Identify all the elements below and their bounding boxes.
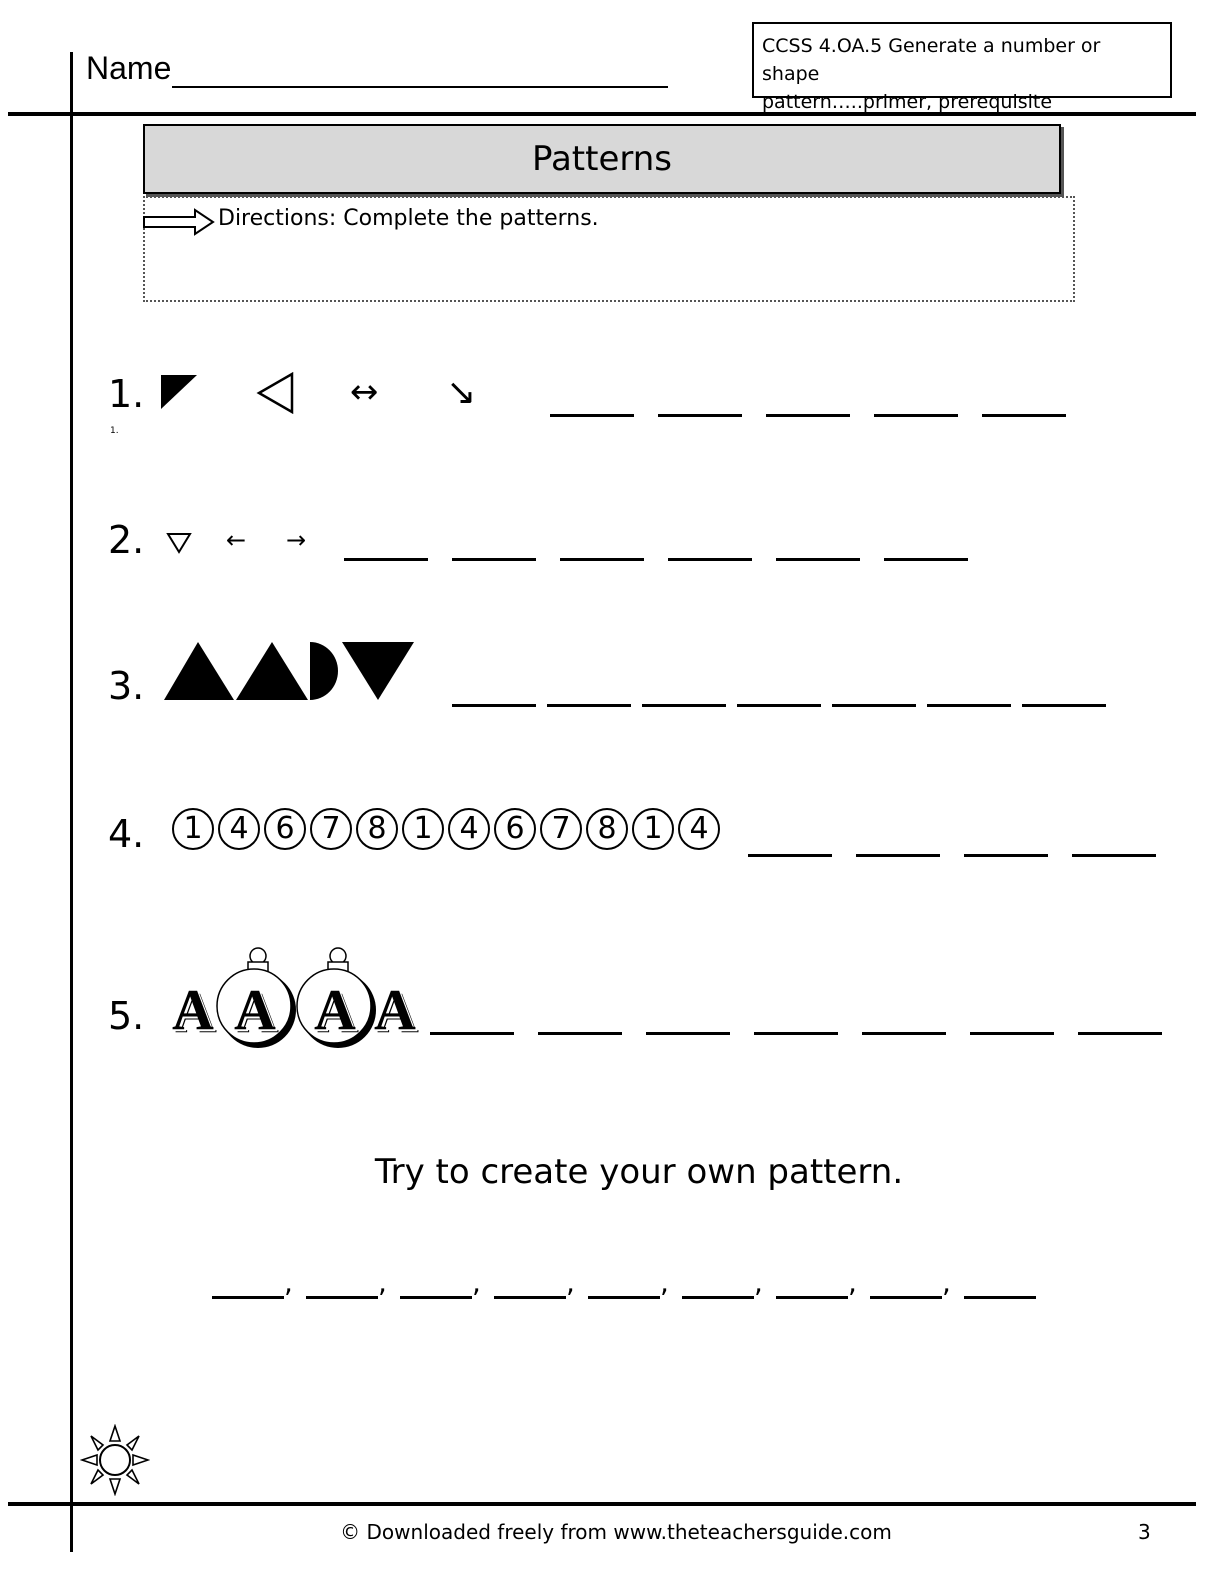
letter-a: A	[374, 977, 416, 1042]
comma: ,	[378, 1266, 387, 1299]
right-arrow-icon: →	[286, 526, 307, 554]
circled-number: 8	[586, 808, 628, 850]
answer-blank[interactable]	[832, 704, 916, 707]
circled-number: 6	[494, 808, 536, 850]
answer-blank[interactable]	[884, 558, 968, 561]
footer-rule	[8, 1502, 1196, 1506]
answer-blank[interactable]	[658, 414, 742, 417]
circled-number: 4	[448, 808, 490, 850]
circled-number: 4	[218, 808, 260, 850]
comma: ,	[754, 1266, 763, 1299]
answer-blank[interactable]	[964, 854, 1048, 857]
worksheet-title: Patterns	[143, 124, 1061, 194]
answer-blank[interactable]	[547, 704, 631, 707]
footer-credit: © Downloaded freely from www.theteachersguide.com	[340, 1520, 892, 1544]
left-margin-rule	[70, 52, 73, 1552]
name-field-line[interactable]	[172, 86, 668, 88]
answer-blank[interactable]	[927, 704, 1011, 707]
half-circle-shape	[310, 642, 338, 700]
answer-blank[interactable]	[776, 558, 860, 561]
left-right-arrow-icon: ↔	[350, 372, 379, 412]
comma: ,	[472, 1266, 481, 1299]
answer-blank[interactable]	[1022, 704, 1106, 707]
circled-number: 1	[632, 808, 674, 850]
ccss-standard-box	[752, 22, 1172, 113]
problem-5-number: 5.	[108, 994, 145, 1038]
letter-a-in-ornament: A	[314, 977, 356, 1042]
problem-1-tiny-note: 1.	[110, 426, 119, 436]
answer-blank[interactable]	[550, 414, 634, 417]
answer-blank[interactable]	[668, 558, 752, 561]
own-pattern-blank[interactable]	[682, 1264, 754, 1299]
answer-blank[interactable]	[1078, 1032, 1162, 1035]
answer-blank[interactable]	[862, 1032, 946, 1035]
up-triangle-shape	[164, 642, 234, 700]
answer-blank[interactable]	[748, 854, 832, 857]
circled-number: 1	[172, 808, 214, 850]
comma: ,	[660, 1266, 669, 1299]
create-pattern-prompt: Try to create your own pattern.	[374, 1152, 904, 1192]
ccss-line-2: pattern…..primer, prerequisite	[762, 91, 1053, 113]
page-number: 3	[1138, 1520, 1151, 1544]
problem-4-number: 4.	[108, 812, 145, 856]
answer-blank[interactable]	[452, 704, 536, 707]
answer-blank[interactable]	[430, 1032, 514, 1035]
circled-number-sequence	[172, 808, 724, 850]
answer-blank[interactable]	[737, 704, 821, 707]
circled-number: 8	[356, 808, 398, 850]
answer-blank[interactable]	[538, 1032, 622, 1035]
directions-text: Directions: Complete the patterns.	[218, 206, 599, 231]
name-label: Name	[86, 50, 172, 86]
answer-blank[interactable]	[874, 414, 958, 417]
own-pattern-blank[interactable]	[306, 1264, 378, 1299]
own-pattern-blank[interactable]	[400, 1264, 472, 1299]
sun-logo-icon	[80, 1424, 150, 1496]
down-triangle-shape	[342, 642, 414, 700]
answer-blank[interactable]	[970, 1032, 1054, 1035]
own-pattern-blank[interactable]	[494, 1264, 566, 1299]
comma: ,	[848, 1266, 857, 1299]
circled-number: 7	[540, 808, 582, 850]
own-pattern-blank[interactable]	[776, 1264, 848, 1299]
circled-number: 1	[402, 808, 444, 850]
comma: ,	[566, 1266, 575, 1299]
triangle-shape-sequence	[162, 640, 416, 702]
letter-a-in-ornament: A	[234, 977, 276, 1042]
up-triangle-shape	[236, 642, 308, 700]
answer-blank[interactable]	[344, 558, 428, 561]
answer-blank[interactable]	[646, 1032, 730, 1035]
ccss-line-1: CCSS 4.OA.5 Generate a number or shape	[762, 35, 1101, 85]
black-corner-triangle-icon	[160, 374, 198, 410]
answer-blank[interactable]	[452, 558, 536, 561]
problem-1-number: 1.	[108, 372, 145, 416]
circled-number: 7	[310, 808, 352, 850]
answer-blank[interactable]	[1072, 854, 1156, 857]
circled-number: 6	[264, 808, 306, 850]
comma: ,	[942, 1266, 951, 1299]
answer-blank[interactable]	[982, 414, 1066, 417]
problem-3-number: 3.	[108, 664, 145, 708]
own-pattern-blank[interactable]	[964, 1264, 1036, 1299]
right-arrow-icon	[143, 208, 215, 236]
left-arrow-icon: ←	[226, 526, 247, 554]
own-pattern-blanks	[212, 1264, 1036, 1299]
answer-blank[interactable]	[642, 704, 726, 707]
diagonal-arrow-icon: ↘	[446, 372, 477, 413]
answer-blank[interactable]	[754, 1032, 838, 1035]
letter-a: A	[172, 977, 214, 1042]
left-pointing-triangle-icon	[256, 372, 294, 414]
answer-blank[interactable]	[766, 414, 850, 417]
comma: ,	[284, 1266, 293, 1299]
answer-blank[interactable]	[856, 854, 940, 857]
problem-2-number: 2.	[108, 518, 145, 562]
own-pattern-blank[interactable]	[212, 1264, 284, 1299]
answer-blank[interactable]	[560, 558, 644, 561]
down-triangle-icon	[166, 532, 192, 554]
own-pattern-blank[interactable]	[588, 1264, 660, 1299]
own-pattern-blank[interactable]	[870, 1264, 942, 1299]
circled-number: 4	[678, 808, 720, 850]
